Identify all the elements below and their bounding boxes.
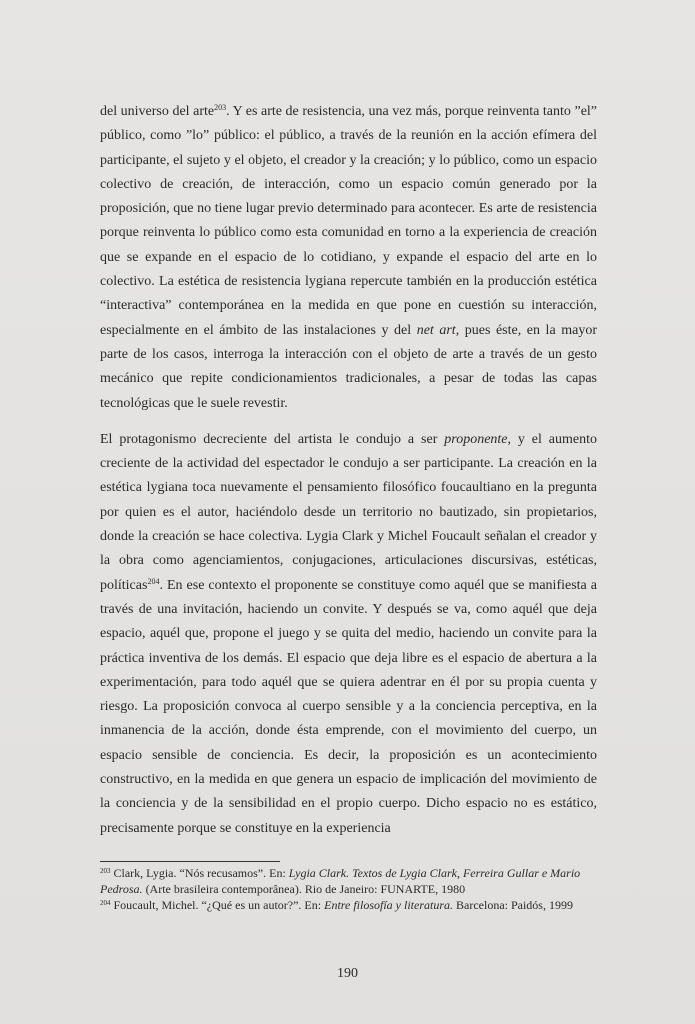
footnote-marker: 204 bbox=[147, 576, 160, 586]
footnote-204 bbox=[100, 897, 600, 913]
text-run: El protagonismo decreciente del artista le condujo a ser bbox=[100, 431, 445, 447]
footnote-separator bbox=[100, 861, 280, 862]
italic-text: net art bbox=[416, 322, 456, 338]
text-run: , y el aumento creciente de la actividad del espectador le condujo a ser participante. La creación en la estética lygiana toca nuevamente el pensamiento filosófico foucaultiano en la pregunta por quien es el autor, haciéndolo desde un territorio no bautizado, sin propietarios, donde la creación se hace colectiva. Lygia Clark y Michel Foucault señalan el creador y la obra como agenciamientos, conjugaciones, articulaciones discursivas, estéticas, políticas bbox=[100, 431, 598, 593]
text-run: Barcelona: Paidós, 1999 bbox=[453, 898, 573, 912]
text-run: , pues éste, en la mayor parte de los casos, interroga la interacción con el objeto de arte a través de un gesto mecánico que repite condicionamientos tradicionales, a pesar de todas las capas tecnológicas que le suele revestir. bbox=[100, 322, 597, 411]
italic-text: proponente bbox=[444, 431, 508, 447]
text-run: . Y es arte de resistencia, una vez más, porque reinventa tanto ”el” público, como ”lo” público: el público, a través de la reunión en la acción efímera del participante, el sujeto y el objeto, el creador y la creación; y lo público, como un espacio colectivo de creación, de interacción, como un espacio común generado por la proposición, que no tiene lugar previo determinado para acontecer. Es arte de resistencia porque reinventa lo público como esta comunidad en torno a la experiencia de creación que se expande en el espacio de lo cotidiano, y expande el espacio del arte en lo colectivo. La estética de resistencia lygiana repercute también en la producción estética “interactiva” contemporánea en la medida en que pone en cuestión su interacción, especialmente en el ámbito de las instalaciones y del bbox=[100, 104, 598, 338]
paragraph-1 bbox=[100, 100, 597, 416]
footnotes bbox=[100, 865, 600, 913]
footnote-marker: 203 bbox=[100, 867, 111, 875]
text-run: Foucault, Michel. “¿Qué es un autor?”. En: bbox=[110, 898, 325, 912]
page-number: 190 bbox=[337, 966, 358, 981]
italic-text: Lygia Clark. Textos de Lygia Clark, Ferreira Gullar e Mario Pedrosa. bbox=[100, 866, 581, 896]
text-run: Clark, Lygia. “Nós recusamos”. En: bbox=[110, 866, 289, 880]
body-text bbox=[100, 100, 597, 841]
italic-text: Entre filosofía y literatura. bbox=[324, 898, 453, 912]
footnote-203 bbox=[100, 865, 600, 897]
text-run: . En ese contexto el proponente se constituye como aquél que se manifiesta a través de una invitación, haciendo un convite. Y después se va, como aquél que deja espacio, aquél que, propone el juego y se quita del medio, haciendo un convite para la práctica inventiva de los demás. El espacio que deja libre es el espacio de abertura a la experimentación, para todo aquél que se quiera adentrar en él por su propia cuenta y riesgo. La proposición convoca al cuerpo sensible y a la conciencia perceptiva, en la inmanencia de la acción, donde ésta emprende, con el movimiento del cuerpo, un espacio sensible de conciencia. Es decir, la proposición es un acontecimiento constructivo, en la medida en que genera un espacio de implicación del movimiento de la conciencia y de la sensibilidad en el propio cuerpo. Dicho espacio no es estático, precisamente porque se constituye en la experiencia bbox=[100, 577, 597, 836]
footnote-marker: 203 bbox=[214, 103, 227, 112]
text-run: (Arte brasileira contemporânea). Rio de Janeiro: FUNARTE, 1980 bbox=[142, 882, 466, 896]
footnote-marker: 204 bbox=[100, 899, 111, 907]
text-run: del universo del arte bbox=[100, 104, 215, 119]
paragraph-2 bbox=[100, 428, 597, 841]
